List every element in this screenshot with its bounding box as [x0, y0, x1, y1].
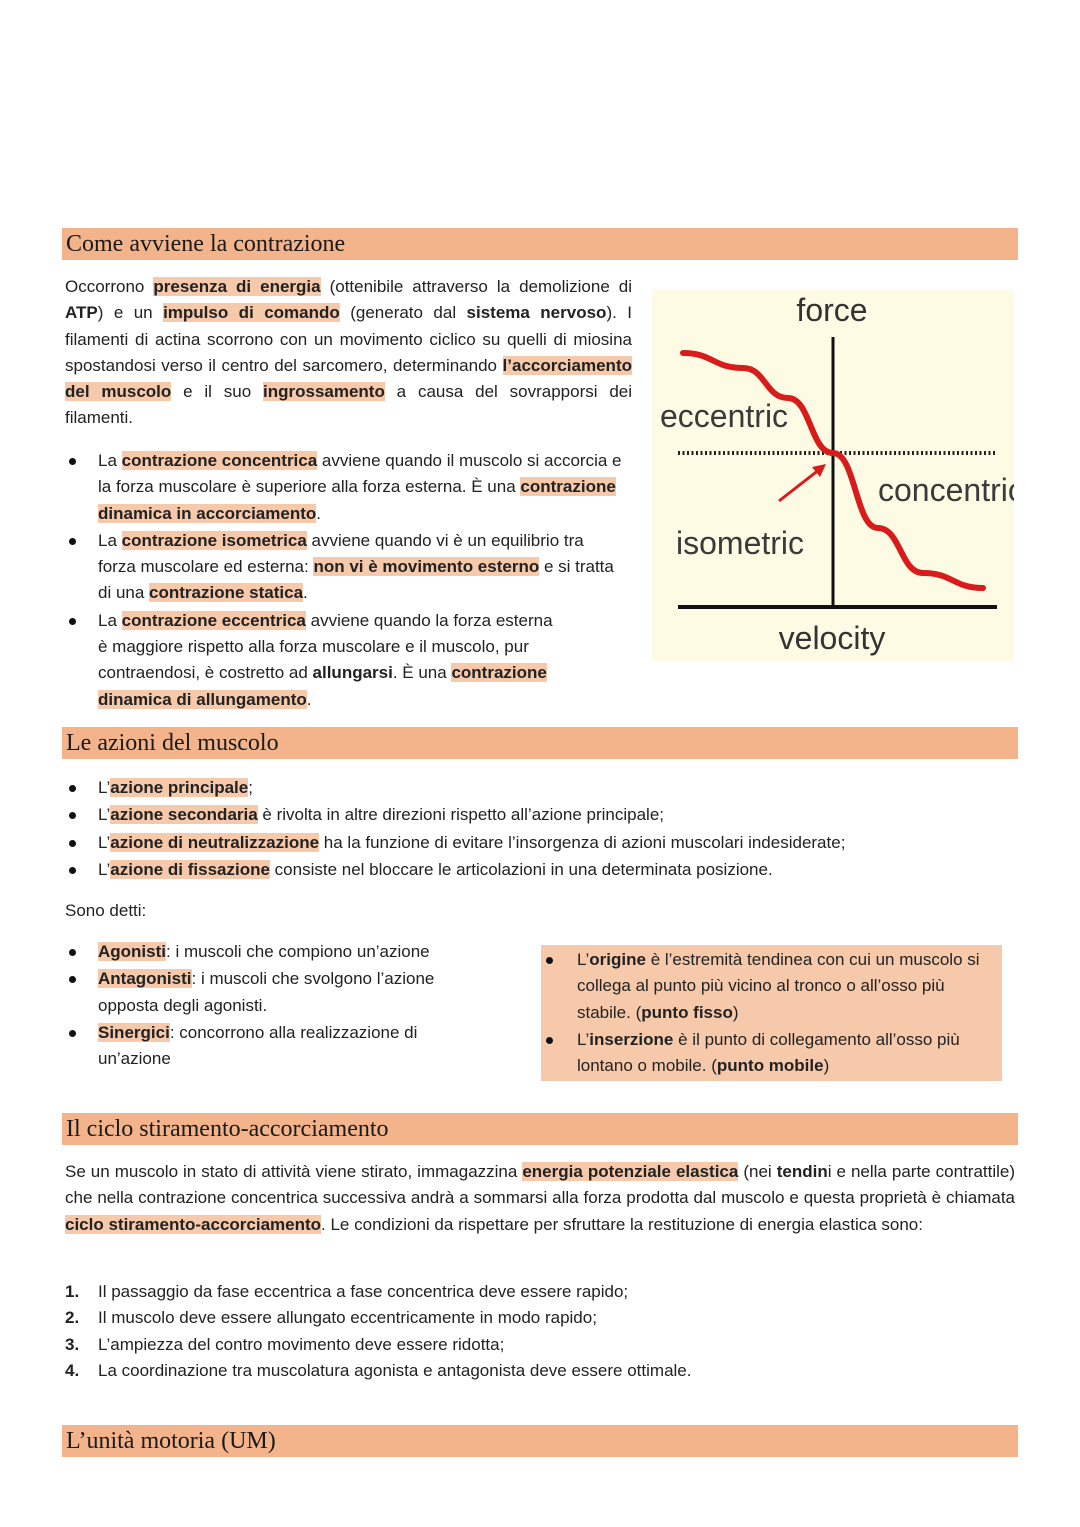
list-item: La contrazione concentrica avviene quando il muscolo si accorcia e la forza muscolare è superiore alla forza esterna. È una contrazione dinamica in accorciamento. — [65, 448, 625, 527]
highlight: ingrossamento — [263, 382, 385, 402]
contrazione-list — [65, 448, 625, 713]
list-item: L’azione secondaria è rivolta in altre direzioni rispetto all’azione principale; — [65, 802, 1015, 828]
azioni-list — [65, 775, 1015, 883]
list-item: Agonisti: i muscoli che compiono un’azione — [65, 939, 465, 965]
section-title-ciclo: Il ciclo stiramento-accorciamento — [62, 1113, 1018, 1145]
region-label-concentric: concentric — [878, 472, 1014, 508]
list-item: Antagonisti: i muscoli che svolgono l’azione opposta degli agonisti. — [65, 966, 465, 1019]
list-item: L’azione di fissazione consiste nel bloccare le articolazioni in una determinata posizione. — [65, 857, 1015, 883]
muscle-roles-list — [65, 939, 465, 1072]
contrazione-intro: Occorrono presenza di energia (ottenibile attraverso la demolizione di ATP) e un impulso di comando (generato dal sistema nervoso). I filamenti di actina scorrono con un movimento ciclico su quelli di miosina spostandosi verso il centro del sarcomero, determinando l’accorciamento del muscolo e il suo ingrossamento a causa del sovrapporsi dei filamenti. — [65, 277, 633, 428]
section-title-azioni: Le azioni del muscolo — [62, 727, 1018, 759]
list-item: 1. Il passaggio da fase eccentrica a fase concentrica deve essere rapido; — [65, 1282, 629, 1301]
list-item: La contrazione isometrica avviene quando vi è un equilibrio tra forza muscolare ed esterna: non vi è movimento esterno e si tratta di una contrazione statica. — [65, 528, 625, 607]
force-velocity-chart — [652, 289, 1014, 661]
origin-insertion-box — [541, 945, 1002, 1081]
sono-detti: Sono detti: — [65, 901, 147, 920]
list-item: L’inserzione è il punto di collegamento all’osso più lontano o mobile. (punto mobile) — [542, 1027, 992, 1080]
ciclo-paragraph: Se un muscolo in stato di attività viene stirato, immagazzina energia potenziale elastica (nei tendini e nella parte contrattile) che nella contrazione concentrica successiva andrà a sommarsi alla forza prodotta dal muscolo e questa proprietà è chiamata ciclo stiramento-accorciamento. Le condizioni da rispettare per sfruttare la restituzione di energia elastica sono: — [65, 1162, 1016, 1234]
list-item: L’azione di neutralizzazione ha la funzione di evitare l’insorgenza di azioni muscolari indesiderate; — [65, 830, 1015, 856]
origin-insertion-list — [542, 947, 992, 1079]
section-title-contrazione: Come avviene la contrazione — [62, 228, 1018, 260]
x-axis-label: velocity — [778, 620, 886, 656]
highlight: impulso di comando — [163, 303, 340, 323]
highlight: l’accorciamento del muscolo — [65, 355, 632, 402]
list-item: La contrazione eccentrica avviene quando la forza esterna è maggiore rispetto alla forza muscolare e il muscolo, pur contraendosi, è costretto ad allungarsi. È una contrazione dinamica di allungamento. — [65, 608, 558, 713]
list-item: 2. Il muscolo deve essere allungato eccentricamente in modo rapido; — [65, 1308, 597, 1328]
list-item: 3. L’ampiezza del contro movimento deve essere ridotta; — [65, 1334, 505, 1354]
list-item: 4. La coordinazione tra muscolatura agonista e antagonista deve essere ottimale. — [65, 1360, 692, 1380]
region-label-isometric: isometric — [676, 525, 805, 561]
list-item: L’azione principale; — [65, 775, 1015, 801]
y-axis-label: force — [796, 292, 868, 328]
region-label-eccentric: eccentric — [660, 398, 789, 434]
conditions-list — [65, 1279, 1015, 1384]
highlight: presenza di energia — [153, 277, 321, 296]
section-title-unita: L’unità motoria (UM) — [62, 1425, 1018, 1457]
list-item: Sinergici: concorrono alla realizzazione di un’azione — [65, 1020, 465, 1073]
list-item: L’origine è l’estremità tendinea con cui un muscolo si collega al punto più vicino al tronco o all’osso più stabile. (punto fisso) — [542, 947, 992, 1026]
